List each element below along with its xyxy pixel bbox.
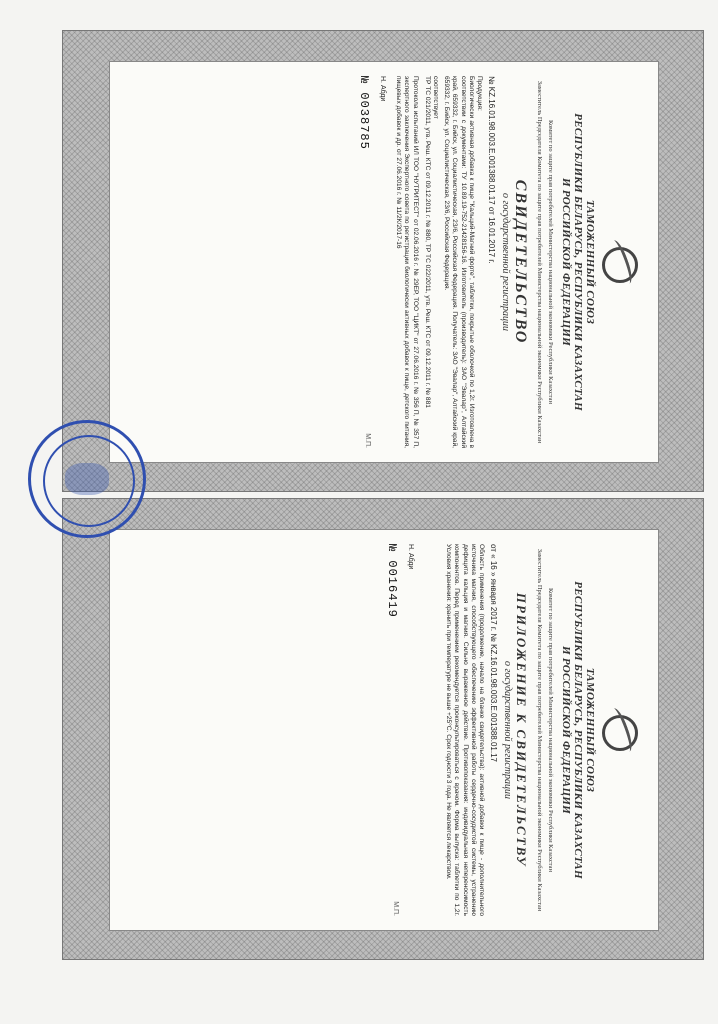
annex-subtitle: о государственной регистрации — [502, 660, 513, 800]
certificate-body: Биологически активная добавка к пище "Кальций-Магний форте", таблетки, покрытые оболочкой по 1,2г. Изготовлена в соответствии с документами: ТУ 10.89.19-752-21428156-16. Изготовитель (производитель): ЗАО "Эвалар", Алтайский край, 659332, г. Бийск, ул. Социалистическая, 23/6, Российская Федерация. Получатель: ЗАО "Эвалар", Алтайский край, 659332, г. Бийск, ул. Социалистическая, 23/6, Российская Федерация. — [443, 76, 475, 448]
protocol-text: Протокола испытаний ИЛ ТОО "НУТРИТЕСТ" от 02.06.2016 г. № 29ЕР, ТОО "ЦИКТ" от 27.06.2016 г. № 356 П, № 357 П, экспертного заключения Экспертного совета по регистрации биологически активных добавок к пище, детского питания, пищевых добавок и др. от 27.06.2016 г. № 11/2К/2017-16 — [395, 76, 419, 448]
certificate-serial: № 0038785 — [356, 76, 371, 150]
customs-union-logo-icon — [600, 707, 646, 753]
annex-date-line: от « 16 » января 2017 г. № KZ.16.01.98.003.E.001388.01.17 — [489, 544, 498, 762]
header-line: ТАМОЖЕННЫЙ СОЮЗ — [584, 199, 596, 325]
annex-serial: № 0016419 — [384, 544, 399, 618]
signer-name: Н. Абди — [378, 76, 386, 102]
customs-union-logo-icon — [600, 239, 646, 285]
signer-name: Н. Абди — [406, 544, 414, 570]
annex-sheet — [62, 498, 704, 960]
official-title: Заместитель Председателя Комитета по защите прав потребителей Министерства национальной экономики Республики Казахстан — [536, 80, 543, 444]
annex-inner-panel — [109, 529, 659, 931]
official-title: Заместитель Председателя Комитета по защите прав потребителей Министерства национальной экономики Республики Казахстан — [536, 548, 543, 912]
certificate-title: СВИДЕТЕЛЬСТВО — [512, 179, 529, 345]
certificate-subtitle: о государственной регистрации — [500, 192, 511, 332]
products-label: Продукция: — [476, 76, 483, 111]
annex-title: ПРИЛОЖЕНИЕ К СВИДЕТЕЛЬСТВУ — [514, 592, 529, 868]
conformity-label: соответствует — [431, 76, 439, 119]
certificate-sheet — [62, 30, 704, 492]
annex-header — [560, 544, 596, 916]
header-line: РЕСПУБЛИКИ БЕЛАРУСЬ, РЕСПУБЛИКИ КАЗАХСТАН — [572, 113, 584, 411]
seal-place-label: М.П. — [391, 901, 399, 916]
header-line: И РОССИЙСКОЙ ФЕДЕРАЦИИ — [560, 645, 572, 815]
authority-name: Комитет по защите прав потребителей Министерства национальной экономики Республики Казахстан — [547, 587, 554, 872]
seal-place-label: М.П. — [363, 433, 371, 448]
certificate-content — [110, 62, 658, 462]
certificate-number: № KZ.16.01.98.003.E.001388.01.17 от 16.01.2017 г. — [487, 76, 496, 264]
certificate-inner-panel — [109, 61, 659, 463]
annex-body: Область применения (продолжение, начало на бланке свидетельства): активной добавки к пище - дополнительного источника магния, способствующего обеспечению эффективной работы сердечно-сосудистой системы, устранению дефицита кальция и магния. Сильно выраженное действие. Противопоказания: индивидуальная непереносимость компонентов. Перед применением рекомендуется проконсультироваться с врачом. Форма выпуска: таблетки по 1,2г. Условия хранения: хранить при температуре не выше +25°С. Срок годности 3 года. Не является лекарством. — [445, 544, 485, 916]
authority-name: Комитет по защите прав потребителей Министерства национальной экономики Республики Казахстан — [547, 119, 554, 404]
stamp-emblem-icon — [65, 463, 109, 495]
official-round-stamp — [28, 420, 146, 538]
certificate-header — [560, 76, 596, 448]
header-line: ТАМОЖЕННЫЙ СОЮЗ — [584, 667, 596, 793]
annex-content — [110, 530, 658, 930]
header-line: И РОССИЙСКОЙ ФЕДЕРАЦИИ — [560, 177, 572, 347]
regulation-text: ТР ТС 021/2011, утв. Реш. КТС от 09.12.2011 г. № 880, ТР ТС 022/2011, утв. Реш. КТС от 09.12.2011 г. № 881 — [423, 76, 431, 408]
header-line: РЕСПУБЛИКИ БЕЛАРУСЬ, РЕСПУБЛИКИ КАЗАХСТАН — [572, 581, 584, 879]
